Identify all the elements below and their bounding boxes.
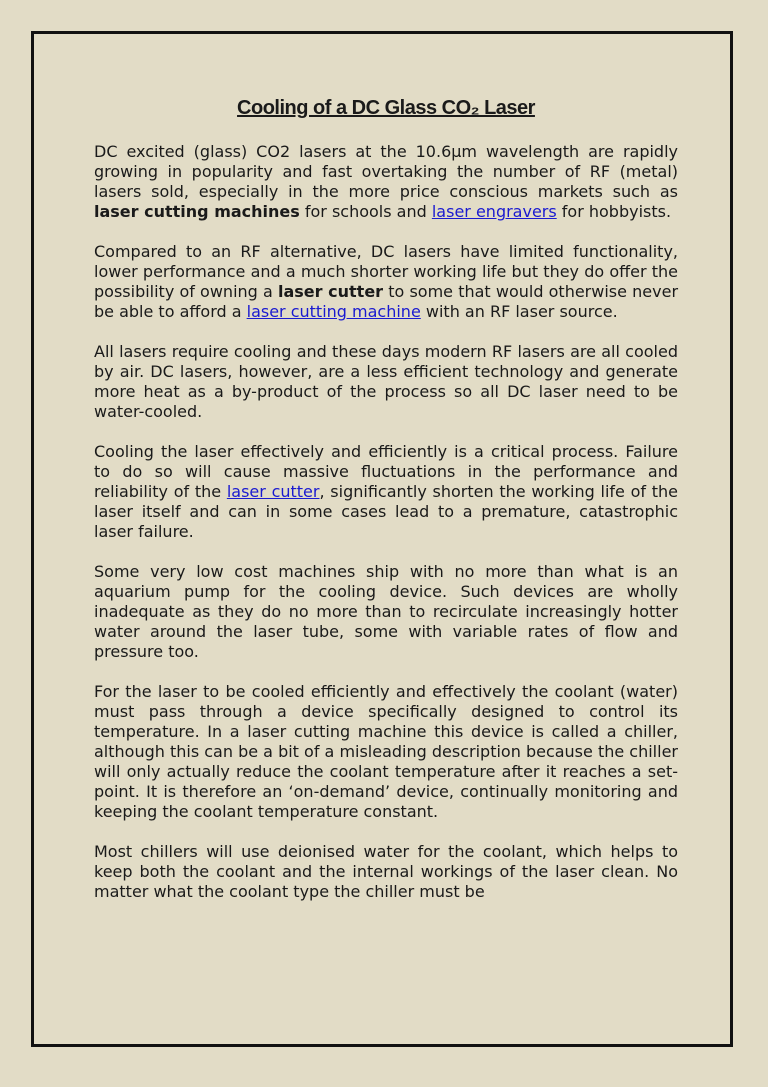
paragraph-3: All lasers require cooling and these days modern RF lasers are all cooled by air. DC lasers, however, are a less efficient technology and generate more heat as a by-product of the process so all DC laser need to be water-cooled.: [94, 342, 678, 421]
bold-laser-cutter: laser cutter: [277, 282, 384, 301]
paragraph-6: For the laser to be cooled efficiently and effectively the coolant (water) must pass through a device specifically designed to control its temperature. In a laser cutting machine this device is called a chiller, although this can be a bit of a misleading description because the chiller will only actually reduce the coolant temperature after it reaches a set-point. It is therefore an ‘on-demand’ device, continually monitoring and keeping the coolant temperature constant.: [94, 682, 678, 821]
document-page: [31, 31, 733, 1047]
paragraph-7: Most chillers will use deionised water for the coolant, which helps to keep both the coolant and the internal workings of the laser clean. No matter what the coolant type the chiller must be: [94, 842, 678, 901]
paragraph-5: Some very low cost machines ship with no more than what is an aquarium pump for the cooling device. Such devices are wholly inadequate as they do no more than to recirculate increasingly hotter water around the laser tube, some with variable rates of flow and pressure too.: [94, 562, 678, 661]
link-laser-engravers[interactable]: laser engravers: [431, 202, 557, 221]
paragraph-1: DC excited (glass) CO2 lasers at the 10.6µm wavelength are rapidly growing in popularity and fast overtaking the number of RF (metal) lasers sold, especially in the more price conscious markets such as laser cutting machines for schools and laser engravers for hobbyists.: [94, 142, 678, 221]
document-title: Cooling of a DC Glass CO₂ Laser: [237, 97, 535, 119]
paragraph-2: Compared to an RF alternative, DC lasers have limited functionality, lower performance and a much shorter working life but they do offer the possibility of owning a laser cutter to some that would otherwise never be able to afford a laser cutting machine with an RF laser source.: [94, 242, 679, 321]
link-laser-cutter[interactable]: laser cutter: [226, 482, 320, 501]
link-laser-cutting-machine[interactable]: laser cutting machine: [246, 302, 421, 321]
paragraph-4: Cooling the laser effectively and efficiently is a critical process. Failure to do so will cause massive fluctuations in the performance and reliability of the laser cutter, significantly shorten the working life of the laser itself and can in some cases lead to a premature, catastrophic laser failure.: [94, 442, 679, 541]
document-body: [94, 96, 678, 922]
bold-laser-cutting-machines: laser cutting machines: [94, 202, 300, 221]
